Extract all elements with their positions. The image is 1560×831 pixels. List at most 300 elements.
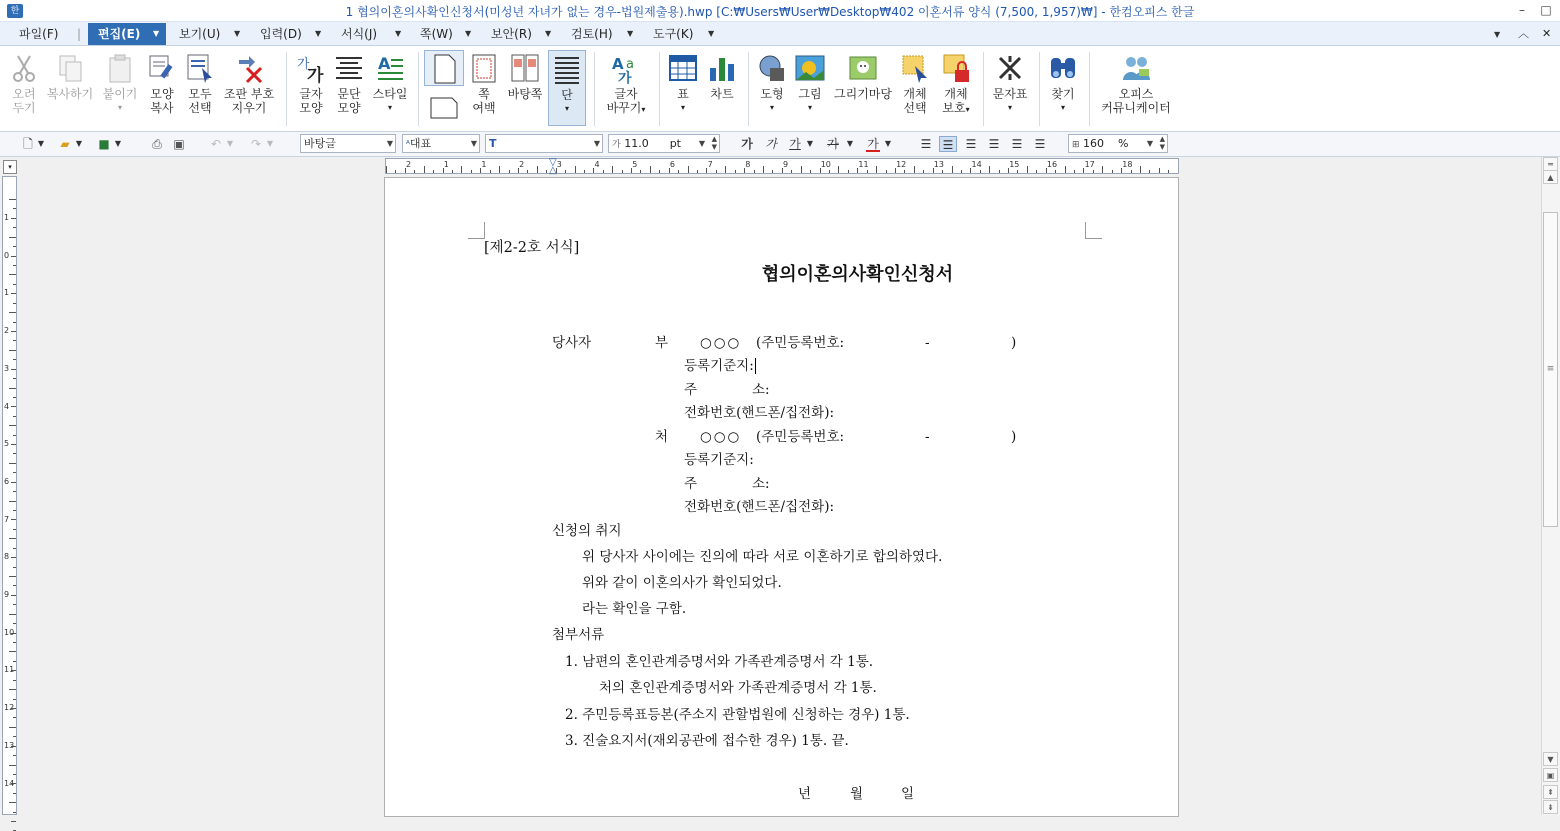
prev-page-icon[interactable]: ⇞ (1543, 785, 1558, 799)
ruler-number: 12 (896, 160, 907, 169)
ribbon-divider (1089, 52, 1090, 126)
chevron-down-icon[interactable]: ▼ (846, 139, 854, 148)
ruler-number: 6 (4, 476, 10, 486)
menu-edit[interactable]: 편집(E) (98, 27, 141, 41)
find-label: 찾기 (1051, 87, 1075, 101)
ruler-tick (395, 170, 396, 173)
ruler-number: 9 (783, 160, 789, 169)
ruler-tick (1065, 166, 1066, 173)
font-color-button[interactable]: 가 (867, 137, 879, 151)
wife-rrn-close: ) (1011, 429, 1017, 445)
menu-security[interactable]: 보안(R) (491, 27, 532, 41)
find-button[interactable] (1044, 50, 1082, 128)
minimize-icon[interactable]: – (1519, 3, 1525, 17)
ruler-tick (999, 170, 1000, 173)
paste-label: 붙이기 (102, 87, 138, 101)
font-size-value: 11.0 (624, 137, 649, 150)
style-select[interactable] (300, 134, 396, 153)
ruler-number: 3 (556, 160, 562, 169)
ruler-number: 12 (4, 703, 15, 713)
style-label: 스타일 (372, 87, 408, 101)
ruler-tick (735, 170, 736, 173)
ruler-tick (461, 166, 462, 173)
form-number: [제2-2호 서식] (484, 240, 580, 256)
ruler-tick (9, 614, 16, 615)
ruler-tick (13, 755, 16, 756)
ruler-tick (13, 322, 16, 323)
chevron-down-icon[interactable]: ▼ (806, 139, 814, 148)
husband-rrn-close: ) (1011, 335, 1017, 351)
ruler-tick (763, 166, 764, 173)
ribbon-divider (983, 52, 984, 126)
ruler-tick (13, 793, 16, 794)
chevron-down-icon: ▾ (1060, 103, 1065, 112)
ribbon-divider (286, 52, 287, 126)
background-page-button[interactable] (504, 50, 546, 128)
para-shape-label-2: 모양 (337, 101, 361, 115)
ruler-tick (452, 170, 453, 173)
horizontal-ruler[interactable] (385, 158, 1179, 174)
ruler-tick (622, 170, 623, 173)
ribbon-divider (418, 52, 419, 126)
page-orientation-button[interactable] (424, 92, 464, 126)
husband-registry-label (684, 357, 760, 375)
ruler-tick (13, 397, 16, 398)
ruler-tick (838, 166, 839, 173)
chevron-down-icon[interactable]: ▼ (465, 29, 472, 38)
italic-button[interactable]: 가 (765, 137, 777, 151)
ruler-tick (810, 170, 811, 173)
collapse-ribbon-icon[interactable]: ︿ (1518, 27, 1529, 40)
ruler-tick (499, 166, 500, 173)
clear-marks-button[interactable] (220, 50, 278, 128)
drawing-gallery-button[interactable] (831, 50, 895, 128)
ruler-tick (9, 576, 16, 577)
font-size-input[interactable] (608, 134, 720, 153)
menu-view[interactable]: 보기(U) (179, 27, 221, 41)
column-label: 단 (561, 88, 573, 102)
chevron-down-icon: ▾ (680, 103, 685, 112)
ruler-tick (13, 340, 16, 341)
object-select-button[interactable] (897, 50, 933, 128)
bold-button[interactable]: 가 (741, 137, 753, 151)
ruler-tick (13, 359, 16, 360)
para-shape-label-1: 문단 (337, 87, 361, 101)
paintbrush-icon (146, 52, 178, 84)
menu-tools[interactable]: 도구(K) (653, 27, 694, 41)
ruler-tick (433, 170, 434, 173)
redo-icon[interactable]: ↷ (250, 137, 262, 151)
char-shape-icon (295, 52, 327, 84)
ruler-number: 11 (4, 665, 15, 675)
document-page[interactable] (384, 177, 1179, 817)
ruler-tick (414, 170, 415, 173)
office-communicator-label-2: 커뮤니케이터 (1101, 101, 1171, 115)
husband-name: ○○○ (700, 335, 742, 351)
align-distribute-icon[interactable]: ☰ (1011, 137, 1023, 151)
ruler-tick (565, 170, 566, 173)
ruler-number: 1 (4, 288, 10, 298)
ruler-tick (490, 170, 491, 173)
office-communicator-button[interactable] (1096, 50, 1176, 128)
ruler-tick (1149, 170, 1150, 173)
char-replace-button[interactable] (600, 50, 652, 128)
ruler-tick (13, 661, 16, 662)
ruler-tick (13, 208, 16, 209)
ruler-number: 11 (858, 160, 869, 169)
table-button[interactable] (664, 50, 702, 128)
zoom-value: 160 (1083, 137, 1105, 150)
align-divide-icon[interactable]: ☰ (1034, 137, 1046, 151)
ruler-tick (13, 623, 16, 624)
svg-text:가: 가 (618, 71, 632, 84)
ruler-tick (659, 170, 660, 173)
page-select-icon[interactable]: ▣ (1543, 768, 1558, 782)
scroll-up-icon[interactable]: ▲ (1543, 170, 1558, 184)
chevron-down-icon: ▼ (386, 139, 393, 148)
style-button[interactable] (368, 50, 412, 128)
ruler-tick (11, 821, 16, 822)
ruler-tick (9, 765, 16, 766)
style-icon (374, 52, 406, 84)
menu-page[interactable]: 쪽(W) (420, 27, 453, 41)
menu-bar (0, 22, 1560, 46)
chevron-down-icon[interactable]: ▼ (1494, 30, 1501, 39)
wife-address-label-a: 주 (684, 476, 698, 492)
attachment-item: 3. 진술요지서(재외공관에 접수한 경우) 1통. 끝. (565, 733, 849, 749)
ruler-tick (11, 595, 16, 596)
ruler-number: 14 (971, 160, 982, 169)
purpose-heading: 신청의 취지 (552, 523, 622, 539)
ruler-number: 2 (519, 160, 525, 169)
ruler-number: 9 (4, 590, 10, 599)
object-protect-button[interactable] (936, 50, 976, 128)
people-icon (1120, 52, 1152, 84)
chevron-down-icon: ▼ (593, 139, 600, 148)
clipboard-icon (104, 52, 136, 84)
svg-text:가: 가 (307, 66, 324, 84)
char-shape-button[interactable] (292, 50, 330, 128)
chevron-down-icon: ▾ (1007, 103, 1012, 112)
page-icon (428, 53, 460, 85)
ruler-tick (688, 166, 689, 173)
ruler-tick (13, 453, 16, 454)
ruler-tick (923, 170, 924, 173)
align-right-icon[interactable]: ☰ (988, 137, 1000, 151)
columns-icon (551, 53, 583, 85)
ruler-tick (13, 717, 16, 718)
copy-icon (54, 52, 86, 84)
print-preview-icon[interactable]: ▣ (173, 137, 185, 151)
picture-label: 그림 (798, 87, 822, 101)
cut-button[interactable] (4, 50, 44, 128)
symbol-icon (994, 52, 1026, 84)
binoculars-icon (1047, 52, 1079, 84)
chevron-down-icon: ▾ (807, 103, 812, 112)
purpose-line: 라는 확인을 구함. (582, 601, 687, 617)
husband-phone-label: 전화번호(핸드폰/집전화): (684, 405, 835, 421)
ruler-number: 14 (4, 778, 15, 788)
char-replace-label-2: 바꾸기▾ (606, 101, 646, 115)
menu-file[interactable]: 파일(F) (19, 27, 59, 41)
align-justify-icon[interactable]: ☰ (920, 137, 932, 151)
chevron-down-icon[interactable]: ▼ (627, 29, 634, 38)
open-folder-icon[interactable]: ▰ (60, 137, 70, 151)
underline-button[interactable]: 가 (789, 137, 801, 151)
truetype-icon: T (489, 137, 497, 150)
ruler-tick (11, 369, 16, 370)
menu-insert[interactable]: 입력(D) (260, 27, 302, 41)
party-label: 당사자 (552, 335, 592, 351)
ruler-tick (471, 170, 472, 173)
undo-icon[interactable]: ↶ (210, 137, 222, 151)
formatting-toolbar (0, 132, 1560, 157)
format-copy-label-1: 모양 (150, 87, 174, 101)
ruler-tick (9, 199, 16, 200)
husband-rrn-label: (주민등록번호: (756, 335, 845, 351)
ruler-tick (9, 350, 16, 351)
chevron-down-icon[interactable]: ▼ (545, 29, 552, 38)
window-title: 1 협의이혼의사확인신청서(미성년 자녀가 없는 경우-법원제출용).hwp [C:₩Users₩User₩Desktop₩402 이혼서류 양식 (7,500, 1,957)₩] - 한컴오피스 한글 (345, 5, 1195, 19)
ruler-tick (678, 170, 679, 173)
wife-rrn-label: (주민등록번호: (756, 429, 845, 445)
attachment-item: 1. 남편의 혼인관계증명서와 가족관계증명서 각 1통. (565, 654, 874, 670)
ruler-tick (11, 218, 16, 219)
save-icon[interactable]: ■ (98, 137, 110, 151)
object-select-label-1: 개체 (903, 87, 927, 101)
chevron-down-icon: ▼ (698, 139, 705, 148)
ruler-tick (9, 237, 16, 238)
font-lang-value: 대표 (409, 137, 432, 150)
ruler-tick (1055, 170, 1056, 173)
ruler-tick (1027, 166, 1028, 173)
ruler-tick (13, 265, 16, 266)
ruler-tick (386, 166, 387, 173)
column-button[interactable] (548, 50, 586, 126)
ruler-tick (9, 802, 16, 803)
attachment-item: 2. 주민등록표등본(주소지 관할법원에 신청하는 경우) 1통. (565, 707, 910, 723)
new-document-icon[interactable]: 🗋 (23, 137, 33, 151)
ruler-tick (13, 227, 16, 228)
ruler-number: 8 (745, 160, 751, 169)
ruler-tick (772, 170, 773, 173)
ruler-tick (13, 699, 16, 700)
ruler-tick (13, 246, 16, 247)
chevron-down-icon[interactable]: ▼ (153, 29, 160, 38)
chevron-down-icon[interactable]: ▼ (266, 139, 274, 148)
wife-phone-label: 전화번호(핸드폰/집전화): (684, 499, 835, 515)
attachments-heading: 첨부서류 (552, 627, 605, 643)
chevron-down-icon: ▾ (564, 104, 569, 113)
scissors-icon (8, 52, 40, 84)
wife-registry-label: 등록기준지: (684, 452, 754, 468)
ruler-number: 4 (594, 160, 600, 169)
margin-corner-mark (468, 222, 485, 239)
svg-text:A: A (612, 55, 624, 73)
ruler-number: 15 (1009, 160, 1020, 169)
select-all-label-2: 선택 (188, 101, 212, 115)
ruler-tick (9, 274, 16, 275)
landscape-page-icon (428, 94, 460, 120)
ruler-number: 5 (4, 439, 10, 449)
husband-rrn-dash: - (925, 335, 930, 351)
ruler-tick (1159, 168, 1160, 173)
clear-marks-label-2: 지우기 (231, 101, 267, 115)
ruler-number: 17 (1084, 160, 1095, 169)
font-size-unit: pt (669, 137, 681, 150)
strikethrough-button[interactable]: 가 (827, 137, 839, 151)
indent-marker-icon[interactable]: ▽ △ (549, 157, 557, 176)
zoom-icon: ⊞ (1072, 140, 1080, 150)
page-margin-label-2: 여백 (472, 101, 496, 115)
ruler-tick (11, 256, 16, 257)
date-day: 일 (901, 786, 915, 802)
select-all-button[interactable] (182, 50, 218, 128)
chevron-down-icon[interactable]: ▼ (75, 139, 83, 148)
chevron-down-icon[interactable]: ▼ (884, 139, 892, 148)
zoom-input[interactable] (1068, 134, 1168, 153)
ruler-number: 4 (4, 401, 10, 411)
bar-chart-icon (706, 52, 738, 84)
ruler-tick (11, 406, 16, 407)
scroll-down-icon[interactable]: ▼ (1543, 752, 1558, 766)
chevron-down-icon[interactable]: ▼ (37, 139, 45, 148)
picture-button[interactable] (791, 50, 829, 128)
table-icon (667, 52, 699, 84)
next-page-icon[interactable]: ⇟ (1543, 800, 1558, 814)
clear-marks-icon (233, 52, 265, 84)
format-copy-button[interactable] (144, 50, 180, 128)
date-year: 년 (798, 786, 812, 802)
drawing-gallery-label: 그리기마당 (834, 87, 892, 101)
wife-role: 처 (655, 429, 669, 445)
para-shape-button[interactable] (330, 50, 368, 128)
document-title: 협의이혼의사확인신청서 (761, 264, 954, 285)
ruler-number: 13 (933, 160, 944, 169)
ruler-tick (1102, 166, 1103, 173)
ruler-tick (509, 170, 510, 173)
object-protect-label-2: 보호▾ (942, 101, 970, 115)
ruler-number: 10 (820, 160, 831, 169)
format-copy-label-2: 복사 (150, 101, 174, 115)
lock-icon (940, 52, 972, 84)
ruler-tick (9, 501, 16, 502)
paste-button[interactable] (98, 50, 142, 128)
ruler-tick (9, 388, 16, 389)
font-lang-icon: ᴬ (406, 140, 410, 150)
ruler-tick (650, 166, 651, 173)
style-select-value: 바탕글 (304, 137, 336, 150)
ruler-tick (1168, 170, 1169, 173)
chevron-down-icon: ▾ (769, 103, 774, 112)
ruler-tick (1093, 170, 1094, 173)
chart-button[interactable] (703, 50, 741, 128)
char-shape-label-1: 글자 (299, 87, 323, 101)
text-cursor (755, 358, 760, 374)
ruler-toggle-icon[interactable]: ▾ (3, 160, 17, 174)
font-size-icon: 가 (612, 140, 621, 150)
ribbon-divider (1039, 52, 1040, 126)
ruler-tick (876, 166, 877, 173)
symbol-label: 문자표 (992, 87, 1028, 101)
page-layout-button[interactable] (424, 50, 464, 86)
close-doc-icon[interactable]: ✕ (1542, 27, 1552, 40)
page-margin-button[interactable] (466, 50, 502, 128)
copy-button[interactable] (44, 50, 96, 128)
shape-button[interactable] (753, 50, 791, 128)
chevron-down-icon: ▾ (117, 103, 122, 112)
print-icon[interactable]: ⎙ (152, 137, 162, 151)
husband-role: 부 (655, 335, 669, 351)
svg-text:A: A (378, 54, 391, 73)
ruler-tick (13, 604, 16, 605)
ruler-tick (867, 170, 868, 173)
align-center-icon[interactable]: ☰ (965, 137, 977, 151)
vertical-ruler[interactable] (2, 176, 17, 815)
chevron-down-icon: ▾ (387, 103, 392, 112)
chevron-down-icon[interactable]: ▼ (114, 139, 122, 148)
ruler-tick (13, 378, 16, 379)
paragraph-icon (333, 52, 365, 84)
split-view-icon[interactable]: ═ (1543, 157, 1558, 171)
ribbon-toolbar (0, 46, 1560, 132)
title-bar (0, 0, 1560, 22)
date-month: 월 (850, 786, 864, 802)
ruler-tick (11, 293, 16, 294)
chevron-down-icon[interactable]: ▼ (234, 29, 241, 38)
menu-format[interactable]: 서식(J) (341, 27, 378, 41)
shapes-icon (756, 52, 788, 84)
cut-label-1: 오려 (12, 87, 36, 101)
menu-review[interactable]: 검토(H) (571, 27, 613, 41)
ruler-tick (9, 312, 16, 313)
picture-icon (794, 52, 826, 84)
attachment-item: 처의 혼인관계증명서와 가족관계증명서 각 1통. (599, 680, 877, 696)
ruler-number: 7 (4, 514, 10, 524)
ruler-tick (11, 444, 16, 445)
symbol-button[interactable] (988, 50, 1032, 128)
ruler-number: 16 (1046, 160, 1058, 169)
ruler-tick (961, 170, 962, 173)
table-label: 표 (677, 87, 689, 101)
ruler-tick (11, 331, 16, 332)
ruler-tick (13, 472, 16, 473)
ruler-tick (13, 548, 16, 549)
wife-address-label-b: 소: (752, 476, 770, 492)
purpose-line: 위와 같이 이혼의사가 확인되었다. (582, 575, 782, 591)
font-name-select[interactable] (485, 134, 603, 153)
align-left-icon[interactable]: ☰ (939, 136, 957, 152)
stepper-icon: ▲ ▼ (1159, 135, 1165, 151)
ruler-tick (9, 651, 16, 652)
maximize-icon[interactable]: □ (1540, 3, 1552, 17)
chevron-down-icon[interactable]: ▼ (315, 29, 322, 38)
ruler-tick (13, 774, 16, 775)
ruler-tick (886, 170, 887, 173)
ruler-tick (603, 170, 604, 173)
font-language-select[interactable] (402, 134, 480, 153)
ruler-number: 3 (4, 363, 10, 373)
ruler-tick (13, 416, 16, 417)
ruler-tick (527, 170, 528, 173)
select-all-label-1: 모두 (188, 87, 212, 101)
ruler-tick (424, 166, 425, 173)
chevron-down-icon[interactable]: ▼ (395, 29, 402, 38)
chevron-down-icon[interactable]: ▼ (708, 29, 715, 38)
app-icon: 한 (7, 4, 23, 18)
ruler-tick (9, 689, 16, 690)
chevron-down-icon[interactable]: ▼ (226, 139, 234, 148)
